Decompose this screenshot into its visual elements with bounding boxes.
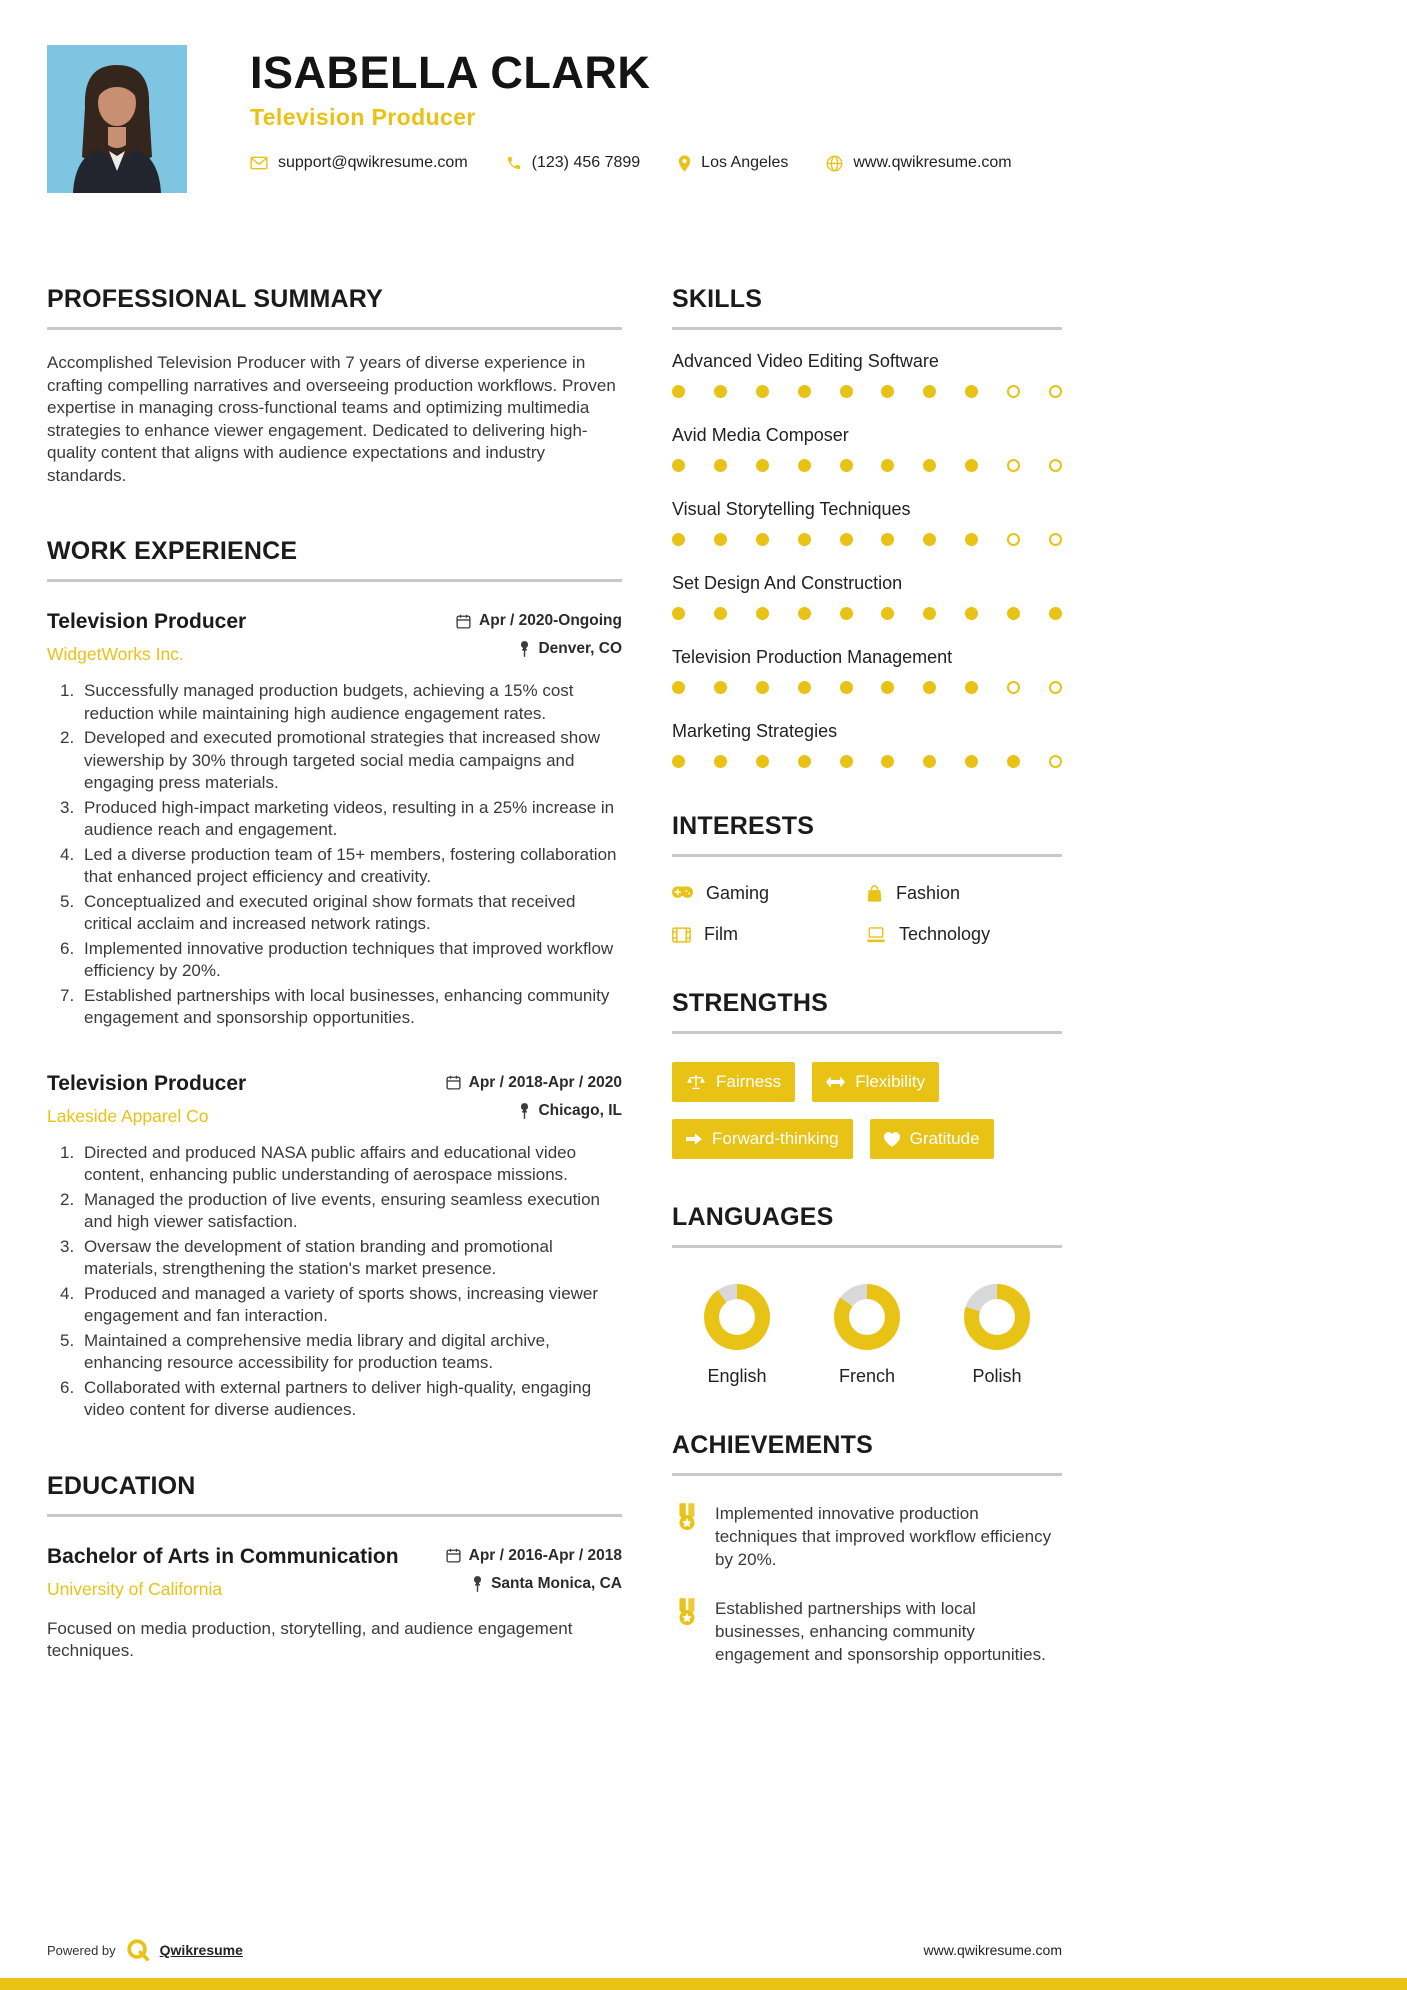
- skill-dot-filled: [923, 459, 936, 472]
- section-education: [47, 1472, 622, 1663]
- skill-dot-empty: [1007, 681, 1020, 694]
- language-name: English: [707, 1366, 767, 1386]
- section-divider: [672, 1031, 1062, 1034]
- interests-heading: INTERESTS: [672, 812, 815, 840]
- strength-badge: [812, 1062, 939, 1102]
- skill-dot-filled: [923, 607, 936, 620]
- skill-name: Set Design And Construction: [672, 573, 903, 593]
- strength-badges: [672, 1062, 1062, 1159]
- skill-dot-filled: [672, 607, 685, 620]
- skill-dot-filled: [1007, 607, 1020, 620]
- section-divider: [672, 854, 1062, 857]
- skill-item: [672, 499, 1062, 546]
- email-icon: [250, 156, 268, 170]
- skill-dot-filled: [840, 755, 853, 768]
- skill-dot-filled: [756, 681, 769, 694]
- skill-name: Avid Media Composer: [672, 425, 849, 445]
- contact-phone-text: (123) 456 7899: [531, 154, 641, 172]
- skill-dot-filled: [923, 533, 936, 546]
- candidate-name: ISABELLA CLARK: [250, 47, 651, 98]
- job-location-line: [456, 640, 622, 658]
- contact-website-text: www.qwikresume.com: [853, 154, 1012, 172]
- skill-dot-filled: [840, 459, 853, 472]
- skill-item: [672, 721, 1062, 768]
- skill-name: Advanced Video Editing Software: [672, 351, 939, 371]
- job-head-left: [47, 610, 246, 665]
- globe-icon: [826, 155, 843, 172]
- skill-item: [672, 647, 1062, 694]
- skill-dot-filled: [756, 385, 769, 398]
- skill-dot-filled: [798, 607, 811, 620]
- job-entry: [47, 1072, 622, 1422]
- scales-icon: [686, 1074, 706, 1090]
- bullet-item: Produced high-impact marketing videos, resulting in a 25% increase in audience reach and engagement.: [84, 797, 615, 839]
- footer-website-link[interactable]: www.qwikresume.com: [923, 1942, 1062, 1958]
- skill-dot-filled: [756, 459, 769, 472]
- achievement-text: Implemented innovative production techniques that improved workflow efficiency by 20%.: [715, 1504, 1052, 1569]
- skill-dot-filled: [672, 533, 685, 546]
- section-languages: [672, 1203, 1062, 1387]
- skill-dot-filled: [840, 681, 853, 694]
- candidate-title: Television Producer: [250, 104, 476, 131]
- section-skills: [672, 285, 1062, 768]
- skill-dot-empty: [1007, 385, 1020, 398]
- education-dates-line: [446, 1547, 622, 1565]
- skill-dot-filled: [965, 607, 978, 620]
- skill-dot-filled: [1007, 755, 1020, 768]
- bullet-item: Directed and produced NASA public affairs and educational video content, enhancing public understanding of aerospace missions.: [84, 1142, 577, 1184]
- interest-label: Fashion: [896, 883, 961, 903]
- job-title: Television Producer: [47, 610, 247, 633]
- location-pin-icon: [678, 155, 691, 172]
- skill-name: Marketing Strategies: [672, 721, 838, 741]
- skill-dot-filled: [756, 533, 769, 546]
- bullet-item: Established partnerships with local businesses, enhancing community engagement and sponsorship opportunities.: [84, 985, 610, 1027]
- qwikresume-brand-link[interactable]: Qwikresume: [159, 1942, 243, 1958]
- job-company: Lakeside Apparel Co: [47, 1105, 209, 1126]
- skill-dot-empty: [1007, 459, 1020, 472]
- interest-item: [672, 883, 866, 904]
- strength-badge: [870, 1119, 994, 1159]
- arrow-right-icon: [686, 1133, 702, 1145]
- job-location: Denver, CO: [538, 640, 622, 657]
- footer: [47, 1938, 1062, 1962]
- job-location: Chicago, IL: [538, 1101, 622, 1119]
- bullet-item: Successfully managed production budgets, achieving a 15% cost reduction while maintaining high audience engagement rates.: [84, 681, 574, 723]
- skill-dot-filled: [798, 681, 811, 694]
- skill-name: Visual Storytelling Techniques: [672, 499, 911, 519]
- experience-heading: WORK EXPERIENCE: [47, 537, 298, 565]
- education-meta: [446, 1545, 622, 1593]
- interest-label: Technology: [899, 924, 991, 944]
- skill-dot-filled: [756, 607, 769, 620]
- skill-dot-filled: [965, 533, 978, 546]
- header: [47, 45, 1062, 193]
- job-head: [47, 1072, 622, 1127]
- skill-dot-filled: [881, 607, 894, 620]
- skill-dot-filled: [672, 755, 685, 768]
- skill-item: [672, 425, 1062, 472]
- summary-heading: PROFESSIONAL SUMMARY: [47, 285, 383, 313]
- strengths-heading: STRENGTHS: [672, 989, 828, 1017]
- skill-dot-filled: [923, 755, 936, 768]
- contact-email[interactable]: [250, 154, 468, 172]
- education-head: [47, 1545, 622, 1600]
- job-title: Television Producer: [47, 1071, 247, 1095]
- phone-icon: [506, 155, 522, 171]
- skill-dot-filled: [881, 459, 894, 472]
- skill-dot-filled: [965, 385, 978, 398]
- left-column: [47, 285, 622, 1666]
- skill-dot-empty: [1049, 533, 1062, 546]
- contact-location-text: Los Angeles: [701, 154, 789, 172]
- skill-dot-filled: [798, 459, 811, 472]
- calendar-icon: [446, 1548, 461, 1563]
- language-name: Polish: [972, 1366, 1022, 1386]
- contact-row: [250, 154, 1012, 172]
- skill-item: [672, 573, 1062, 620]
- interest-item: [866, 883, 1062, 904]
- skill-name: Television Production Management: [672, 647, 953, 667]
- skill-rating: [672, 385, 1062, 398]
- bullet-item: Maintained a comprehensive media library and digital archive, enhancing resource accessibility for production teams.: [84, 1330, 550, 1372]
- section-divider: [672, 1245, 1062, 1248]
- section-divider: [672, 327, 1062, 330]
- bullet-item: Led a diverse production team of 15+ members, fostering collaboration that enhanced project efficiency and creativity.: [84, 844, 617, 886]
- body-columns: [47, 285, 1062, 1666]
- bullet-item: Managed the production of live events, ensuring seamless execution and high viewer satisfaction.: [84, 1189, 600, 1231]
- pushpin-icon: [519, 641, 530, 657]
- resume-page: [47, 0, 1062, 1666]
- skill-dot-empty: [1049, 459, 1062, 472]
- contact-website[interactable]: [826, 154, 1011, 172]
- bullet-item: Implemented innovative production techniques that improved workflow efficiency by 20%.: [84, 938, 614, 980]
- skill-dot-empty: [1049, 681, 1062, 694]
- education-location: Santa Monica, CA: [491, 1574, 622, 1592]
- skill-dot-filled: [672, 459, 685, 472]
- skill-dot-filled: [798, 755, 811, 768]
- education-dates: Apr / 2016-Apr / 2018: [468, 1546, 622, 1564]
- pushpin-icon: [472, 1576, 483, 1592]
- film-icon: [672, 927, 691, 943]
- skill-dot-filled: [798, 385, 811, 398]
- strength-badge: [672, 1119, 853, 1159]
- strength-label: Fairness: [716, 1072, 782, 1091]
- skill-dot-filled: [714, 533, 727, 546]
- skill-dot-filled: [881, 681, 894, 694]
- skill-rating: [672, 533, 1062, 546]
- languages-row: [672, 1284, 1062, 1387]
- skill-dot-filled: [923, 385, 936, 398]
- skill-dot-filled: [714, 607, 727, 620]
- interests-grid: [672, 883, 1062, 945]
- section-strengths: [672, 989, 1062, 1159]
- bullet-item: Produced and managed a variety of sports shows, increasing viewer engagement and fan interaction.: [84, 1283, 599, 1325]
- language-name: French: [838, 1366, 896, 1386]
- skill-dot-filled: [965, 681, 978, 694]
- skill-dot-filled: [714, 459, 727, 472]
- arrows-left-right-icon: [826, 1076, 845, 1088]
- language-item: [932, 1284, 1062, 1387]
- skill-rating: [672, 459, 1062, 472]
- job-meta: [456, 610, 622, 658]
- bullet-item: Oversaw the development of station branding and promotional materials, strengthening the station's market presence.: [84, 1236, 553, 1278]
- skill-dot-filled: [672, 681, 685, 694]
- award-icon: [672, 1502, 702, 1532]
- skill-dot-filled: [840, 607, 853, 620]
- job-dates: Apr / 2018-Apr / 2020: [468, 1073, 622, 1091]
- fashion-bag-icon: [866, 885, 883, 902]
- gamepad-icon: [672, 886, 693, 901]
- summary-text: Accomplished Television Producer with 7 years of diverse experience in crafting compelling narratives and overseeing production workflows. Proven expertise in managing cross-functional teams and optimizing multimedia strategies to enhance viewer engagement. Dedicated to delivering high-quality content that aligns with audience expectations and industry standards.: [47, 353, 616, 485]
- skill-rating: [672, 755, 1062, 768]
- job-bullets: [60, 680, 622, 1030]
- language-donut: [964, 1284, 1030, 1350]
- achievement-text: Established partnerships with local businesses, enhancing community engagement and sponsorship opportunities.: [715, 1599, 1046, 1664]
- heart-icon: [884, 1132, 900, 1147]
- job-meta: [446, 1072, 622, 1120]
- job-dates-line: [456, 612, 622, 630]
- education-entry: [47, 1545, 622, 1663]
- interest-label: Gaming: [706, 883, 770, 903]
- job-company: WidgetWorks Inc.: [47, 644, 184, 664]
- calendar-icon: [446, 1075, 461, 1090]
- job-dates: Apr / 2020-Ongoing: [479, 612, 622, 629]
- skill-dot-filled: [714, 385, 727, 398]
- section-achievements: [672, 1431, 1062, 1666]
- bottom-accent-bar: [0, 1978, 1407, 1990]
- achievement-item: [672, 1597, 1062, 1666]
- language-donut: [834, 1284, 900, 1350]
- section-divider: [47, 327, 622, 330]
- section-divider: [672, 1473, 1062, 1476]
- skills-heading: SKILLS: [672, 285, 763, 313]
- contact-location: [678, 154, 788, 172]
- job-entry: [47, 610, 622, 1030]
- achievement-item: [672, 1502, 1062, 1571]
- skill-dot-filled: [714, 681, 727, 694]
- award-icon: [672, 1597, 702, 1627]
- language-item: [672, 1284, 802, 1387]
- strength-badge: [672, 1062, 795, 1102]
- strength-label: Gratitude: [909, 1129, 980, 1148]
- school-name: University of California: [47, 1578, 223, 1599]
- job-head: [47, 610, 622, 665]
- skill-dot-filled: [965, 755, 978, 768]
- interest-item: [672, 924, 866, 945]
- bullet-item: Developed and executed promotional strategies that increased show viewership by 30% through targeted social media campaigns and engaging press materials.: [84, 728, 600, 792]
- powered-by: [47, 1938, 243, 1962]
- calendar-icon: [456, 614, 471, 629]
- skill-dot-filled: [923, 681, 936, 694]
- job-head-left: [47, 1072, 246, 1127]
- education-head-left: [47, 1545, 399, 1600]
- laptop-icon: [866, 927, 886, 943]
- header-text: [250, 45, 1012, 193]
- skill-dot-filled: [714, 755, 727, 768]
- bullet-item: Conceptualized and executed original show formats that received critical acclaim and increased network ratings.: [84, 891, 576, 933]
- achievements-heading: ACHIEVEMENTS: [672, 1431, 874, 1459]
- section-work-experience: [47, 537, 622, 1422]
- skill-dot-empty: [1007, 533, 1020, 546]
- skill-rating: [672, 681, 1062, 694]
- skill-dot-empty: [1049, 755, 1062, 768]
- section-interests: [672, 812, 1062, 945]
- skill-item: [672, 351, 1062, 398]
- skill-dot-filled: [672, 385, 685, 398]
- skill-dot-empty: [1049, 385, 1062, 398]
- section-divider: [47, 579, 622, 582]
- contact-phone: [506, 154, 641, 172]
- education-heading: EDUCATION: [47, 1471, 196, 1500]
- qwikresume-logo-icon: [126, 1938, 150, 1962]
- skill-dot-filled: [1049, 607, 1062, 620]
- skill-dot-filled: [840, 385, 853, 398]
- right-column: [672, 285, 1062, 1666]
- pushpin-icon: [519, 1103, 530, 1119]
- interest-label: Film: [704, 924, 738, 944]
- bullet-item: Collaborated with external partners to deliver high-quality, engaging video content for diverse audiences.: [84, 1377, 592, 1419]
- strength-label: Flexibility: [855, 1072, 926, 1091]
- language-donut: [704, 1284, 770, 1350]
- contact-email-text: support@qwikresume.com: [278, 154, 468, 172]
- education-description: Focused on media production, storytelling, and audience engagement techniques.: [47, 1618, 573, 1660]
- skill-dot-filled: [798, 533, 811, 546]
- skill-dot-filled: [756, 755, 769, 768]
- profile-photo: [47, 45, 187, 193]
- interest-item: [866, 924, 1062, 945]
- skill-rating: [672, 607, 1062, 620]
- strength-label: Forward-thinking: [712, 1129, 839, 1148]
- skill-dot-filled: [965, 459, 978, 472]
- skill-dot-filled: [881, 755, 894, 768]
- degree-title: Bachelor of Arts in Communication: [47, 1544, 399, 1568]
- section-divider: [47, 1514, 622, 1517]
- avatar: [47, 45, 187, 193]
- powered-by-label: Powered by: [47, 1942, 116, 1958]
- job-bullets: [60, 1142, 622, 1422]
- job-location-line: [446, 1102, 622, 1120]
- language-item: [802, 1284, 932, 1387]
- languages-heading: LANGUAGES: [672, 1203, 834, 1231]
- skill-dot-filled: [881, 533, 894, 546]
- job-dates-line: [446, 1074, 622, 1092]
- skill-dot-filled: [840, 533, 853, 546]
- education-location-line: [446, 1575, 622, 1593]
- skill-dot-filled: [881, 385, 894, 398]
- section-professional-summary: [47, 285, 622, 487]
